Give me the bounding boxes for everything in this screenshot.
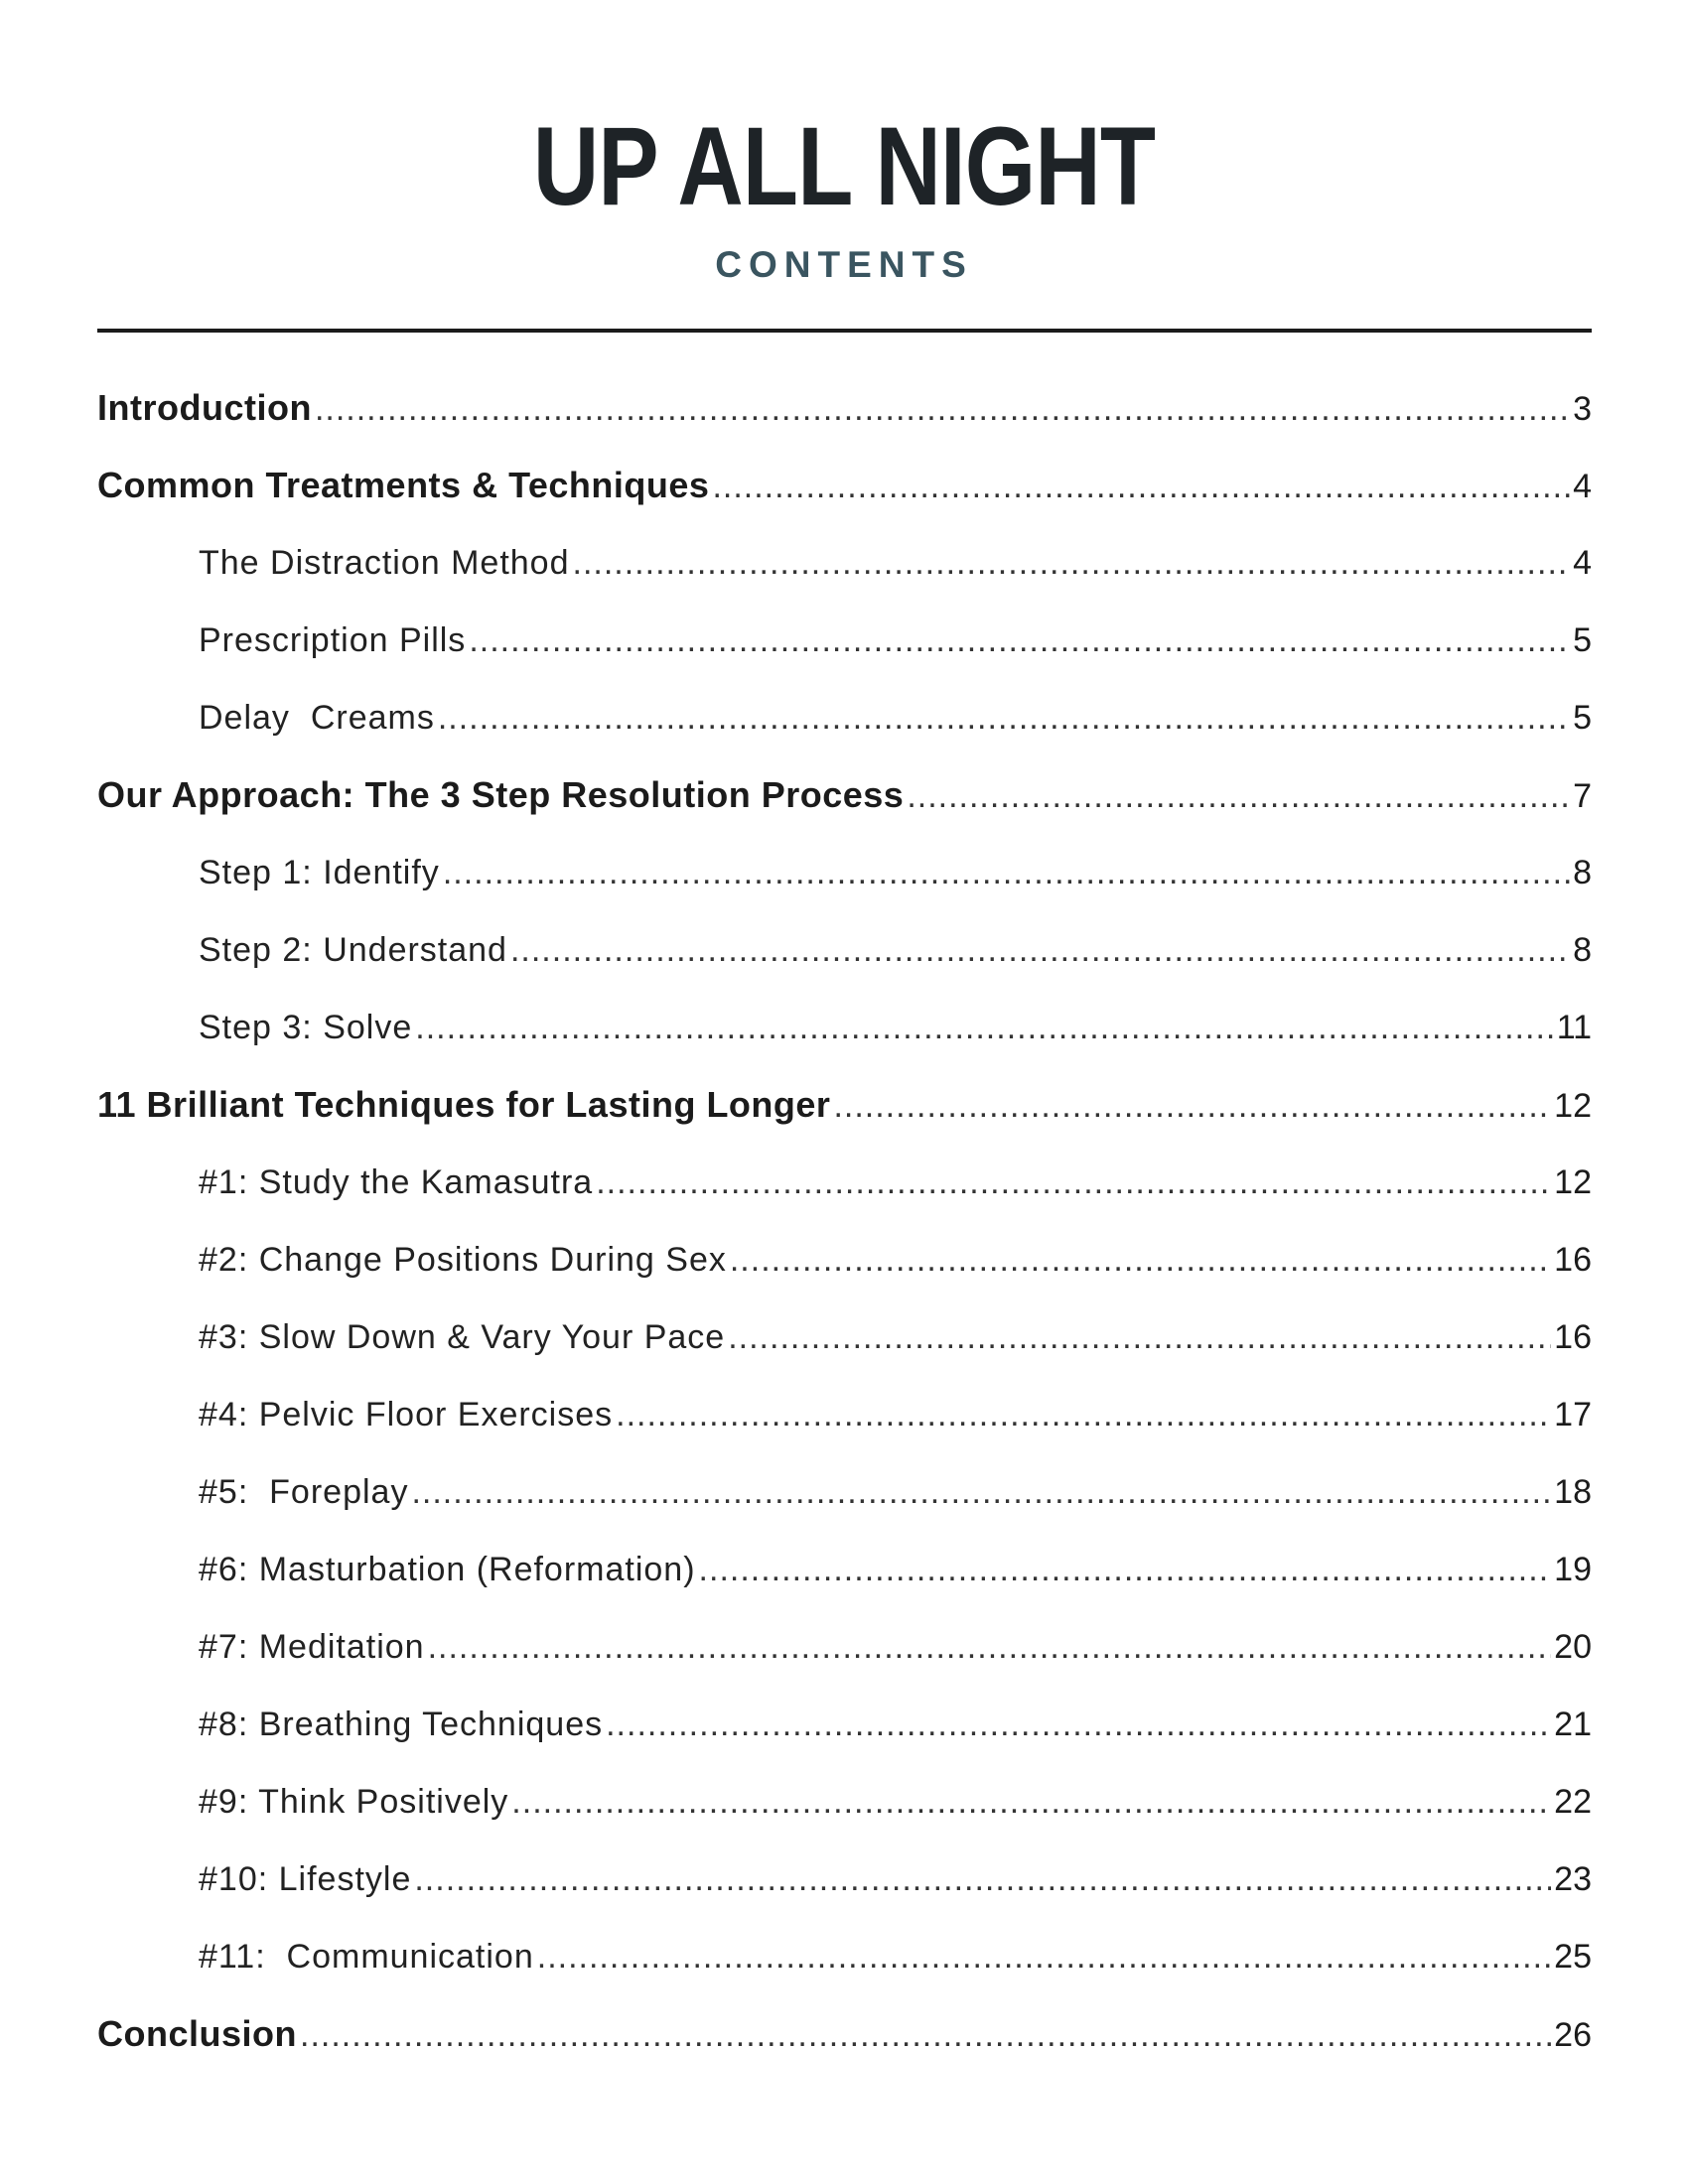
toc-entry-page: 16 [1554,1318,1592,1356]
dot-leader [414,1854,1551,1904]
dot-leader [699,1545,1552,1594]
toc-entry[interactable] [97,1003,1592,1080]
toc-entry-label: #6: Masturbation (Reformation) [199,1551,696,1588]
toc-entry-label: Prescription Pills [199,621,467,659]
toc-entry[interactable] [97,461,1592,538]
toc-entry-label: #5: Foreplay [199,1473,409,1511]
contents-heading: CONTENTS [715,244,973,285]
dot-leader [428,1622,1552,1672]
toc-entry[interactable] [97,1080,1592,1158]
table-of-contents [97,383,1592,2087]
dot-leader [443,848,1570,897]
toc-entry-label: Step 1: Identify [199,854,440,891]
toc-entry-page: 12 [1554,1087,1592,1125]
toc-entry-label: #2: Change Positions During Sex [199,1241,727,1279]
dot-leader [596,1158,1551,1207]
toc-entry-page: 8 [1573,931,1592,969]
dot-leader [616,1390,1551,1439]
toc-entry[interactable] [97,1777,1592,1854]
dot-leader [411,1467,1551,1517]
toc-entry[interactable] [97,1700,1592,1777]
toc-entry-page: 19 [1554,1551,1592,1588]
toc-entry[interactable] [97,1312,1592,1390]
toc-entry-label: #4: Pelvic Floor Exercises [199,1396,614,1433]
toc-entry-label: Step 2: Understand [199,931,507,969]
toc-entry-page: 7 [1573,777,1592,815]
toc-entry[interactable] [97,848,1592,925]
toc-entry[interactable] [97,1622,1592,1700]
toc-entry[interactable] [97,1390,1592,1467]
toc-entry-page: 21 [1554,1706,1592,1743]
dot-leader [606,1700,1551,1749]
toc-entry-page: 5 [1573,621,1592,659]
toc-entry-label: Introduction [97,387,312,428]
toc-entry-page: 4 [1573,468,1592,505]
toc-entry-page: 26 [1554,2016,1592,2054]
dot-leader [730,1235,1551,1285]
toc-entry-page: 23 [1554,1860,1592,1898]
toc-entry[interactable] [97,538,1592,615]
toc-entry[interactable] [97,770,1592,848]
dot-leader [573,538,1571,588]
toc-entry-label: Delay Creams [199,699,435,737]
toc-entry-page: 25 [1554,1938,1592,1976]
dot-leader [511,1777,1551,1827]
toc-entry-page: 11 [1556,1009,1592,1046]
toc-entry-label: 11 Brilliant Techniques for Lasting Longer [97,1084,831,1125]
toc-entry[interactable] [97,1854,1592,1932]
toc-entry-page: 18 [1554,1473,1592,1511]
dot-leader [712,462,1570,511]
toc-entry[interactable] [97,1467,1592,1545]
toc-entry-label: #8: Breathing Techniques [199,1706,604,1743]
toc-entry[interactable] [97,693,1592,770]
toc-entry-page: 5 [1573,699,1592,737]
toc-entry-label: Common Treatments & Techniques [97,465,710,505]
toc-entry-label: Conclusion [97,2013,297,2054]
toc-entry-label: #7: Meditation [199,1628,425,1666]
toc-entry-page: 17 [1554,1396,1592,1433]
toc-entry[interactable] [97,615,1592,693]
dot-leader [438,693,1570,743]
dot-leader [537,1932,1551,1981]
toc-entry-label: Our Approach: The 3 Step Resolution Process [97,774,905,815]
document-title: UP ALL NIGHT [532,104,1156,228]
toc-entry-page: 12 [1554,1163,1592,1201]
toc-entry[interactable] [97,2009,1592,2087]
toc-entry-page: 16 [1554,1241,1592,1279]
toc-entry-page: 3 [1573,390,1592,428]
header-divider [97,329,1592,333]
toc-entry-label: #11: Communication [199,1938,534,1976]
toc-entry-label: Step 3: Solve [199,1009,413,1046]
toc-entry[interactable] [97,1158,1592,1235]
toc-entry[interactable] [97,383,1592,461]
toc-entry-page: 22 [1554,1783,1592,1821]
toc-entry-page: 8 [1573,854,1592,891]
toc-entry-label: The Distraction Method [199,544,570,582]
toc-entry[interactable] [97,1235,1592,1312]
toc-entry-page: 20 [1554,1628,1592,1666]
toc-entry-label: #9: Think Positively [199,1783,509,1821]
dot-leader [728,1312,1551,1362]
toc-entry-label: #3: Slow Down & Vary Your Pace [199,1318,726,1356]
toc-entry-label: #10: Lifestyle [199,1860,412,1898]
toc-entry-label: #1: Study the Kamasutra [199,1163,594,1201]
toc-entry-page: 4 [1573,544,1592,582]
dot-leader [469,615,1570,665]
dot-leader [510,925,1570,975]
dot-leader [315,384,1570,434]
dot-leader [415,1003,1553,1052]
dot-leader [300,2010,1551,2060]
dot-leader [833,1081,1551,1131]
toc-entry[interactable] [97,1932,1592,2009]
toc-entry[interactable] [97,1545,1592,1622]
toc-entry[interactable] [97,925,1592,1003]
dot-leader [907,771,1570,821]
